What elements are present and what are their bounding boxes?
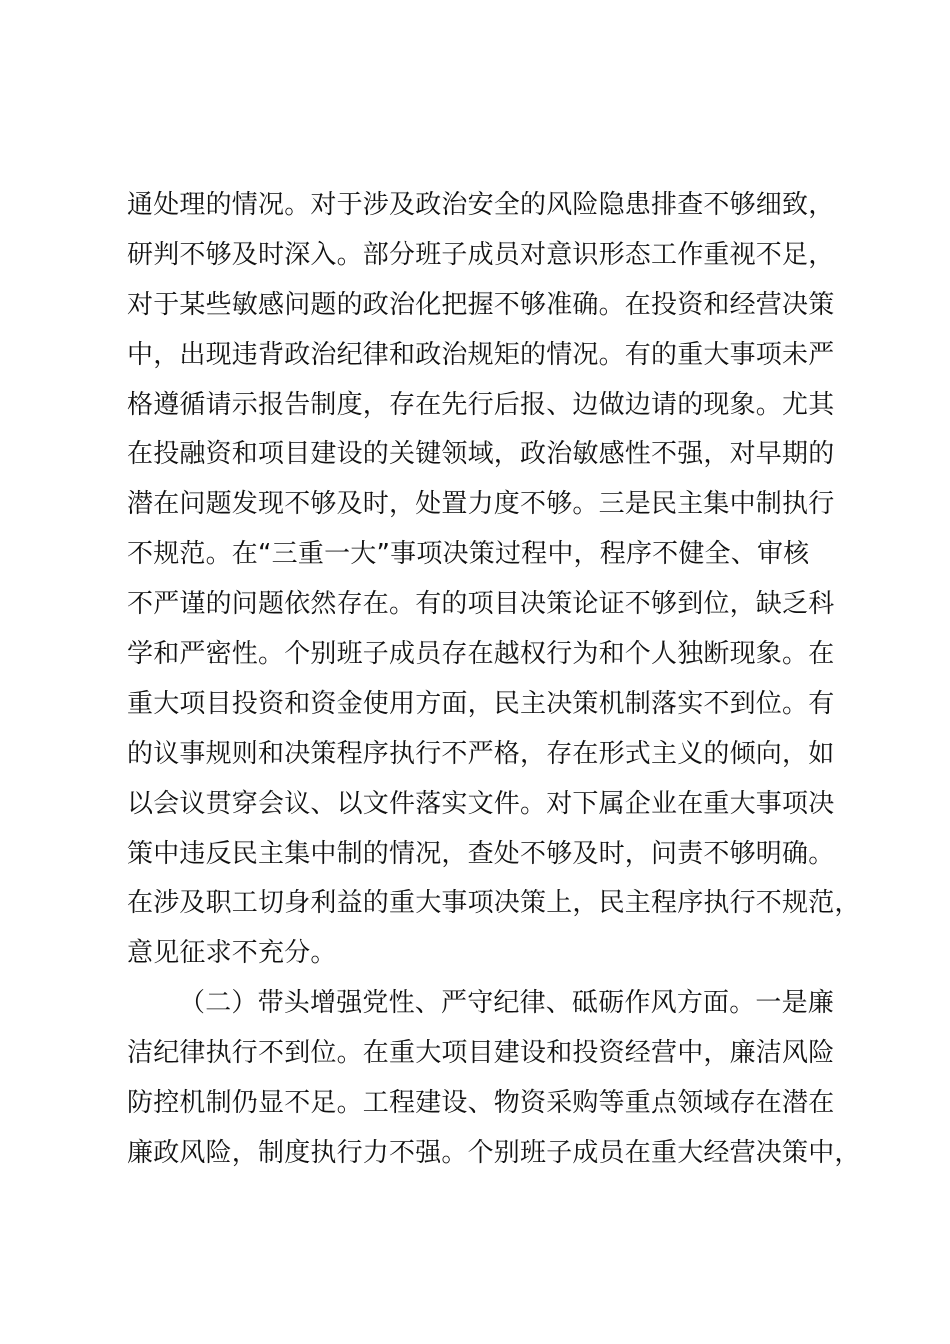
body-text <box>127 181 867 1179</box>
text-line: 通处理的情况。对于涉及政治安全的风险隐患排查不够细致， <box>127 190 835 220</box>
text-line: 学和严密性。个别班子成员存在越权行为和个人独断现象。在 <box>127 639 835 670</box>
text-line: 洁纪律执行不到位。在重大项目建设和投资经营中，廉洁风险 <box>127 1038 835 1069</box>
text-line: 不规范。在“三重一大”事项决策过程中，程序不健全、审核 <box>127 539 810 570</box>
text-line: 在涉及职工切身利益的重大事项决策上，民主程序执行不规范， <box>127 888 861 919</box>
text-line: 格遵循请示报告制度，存在先行后报、边做边请的现象。尤其 <box>127 389 835 420</box>
text-line: 在投融资和项目建设的关键领域，政治敏感性不强，对早期的 <box>127 439 835 470</box>
text-line: 重大项目投资和资金使用方面，民主决策机制落实不到位。有 <box>127 688 835 719</box>
text-line: 潜在问题发现不够及时，处置力度不够。三是民主集中制执行 <box>127 489 835 520</box>
text-line: 意见征求不充分。 <box>127 938 337 969</box>
text-line: （二）带头增强党性、严守纪律、砥砺作风方面。一是廉 <box>179 988 835 1019</box>
text-line: 策中违反民主集中制的情况，查处不够及时，问责不够明确。 <box>127 838 835 869</box>
text-line: 研判不够及时深入。部分班子成员对意识形态工作重视不足， <box>127 239 835 270</box>
text-line: 不严谨的问题依然存在。有的项目决策论证不够到位，缺乏科 <box>127 589 835 620</box>
text-line: 中，出现违背政治纪律和政治规矩的情况。有的重大事项未严 <box>127 339 835 370</box>
text-line: 廉政风险，制度执行力不强。个别班子成员在重大经营决策中， <box>127 1137 861 1168</box>
text-line: 对于某些敏感问题的政治化把握不够准确。在投资和经营决策 <box>127 289 835 320</box>
text-line: 以会议贯穿会议、以文件落实文件。对下属企业在重大事项决 <box>127 788 835 819</box>
text-line: 防控机制仍显不足。工程建设、物资采购等重点领域存在潜在 <box>127 1088 835 1119</box>
text-line: 的议事规则和决策程序执行不严格，存在形式主义的倾向，如 <box>127 738 835 769</box>
